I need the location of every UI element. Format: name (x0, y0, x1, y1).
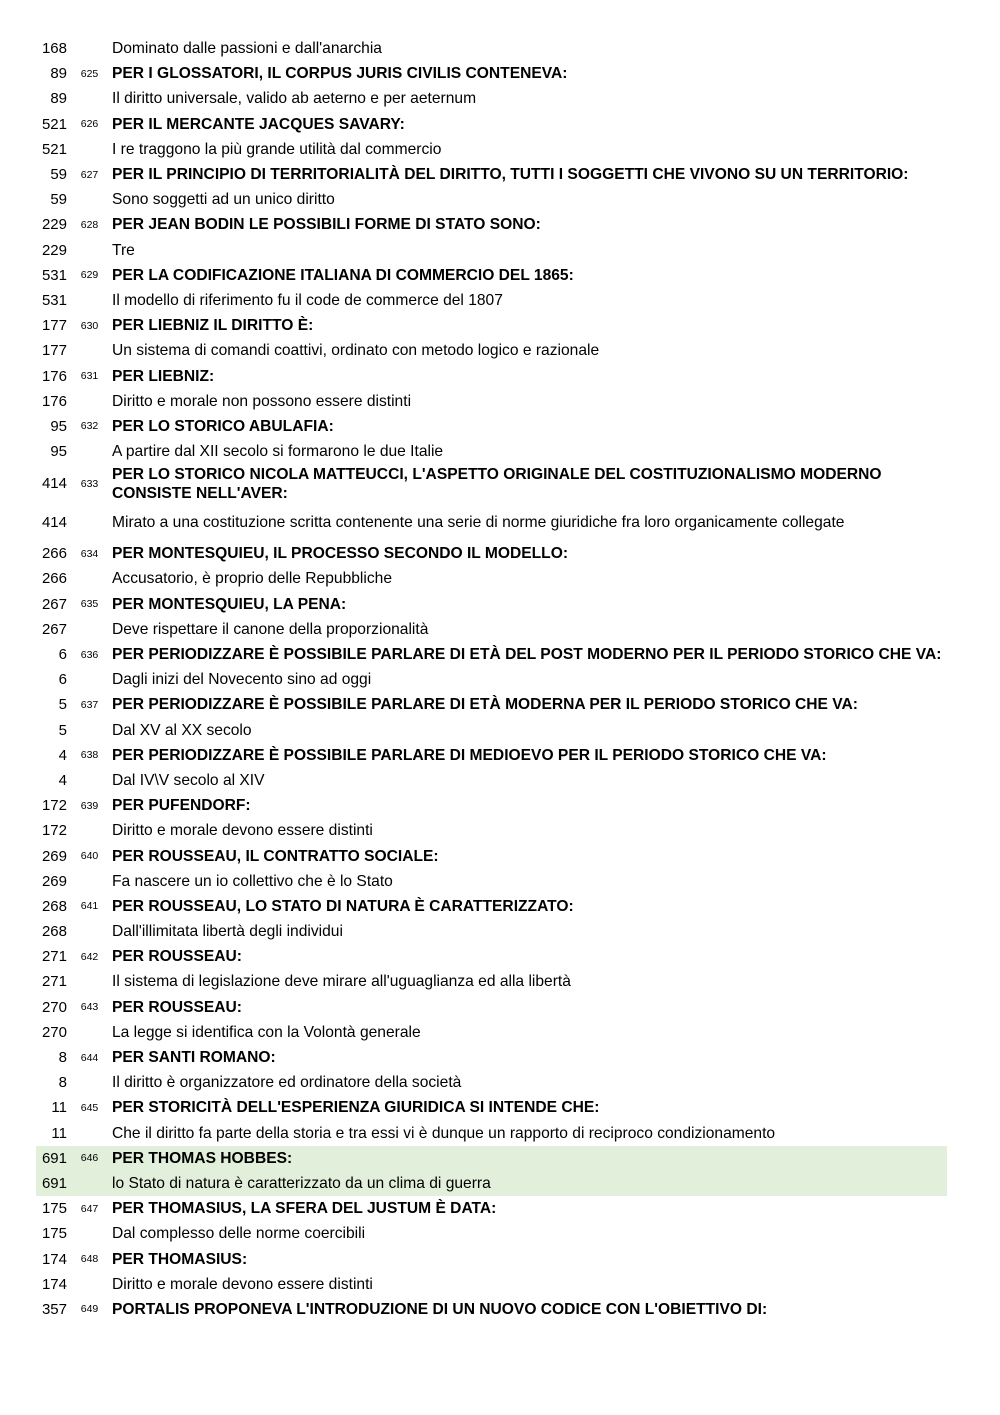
question-row (36, 692, 947, 717)
page-reference: 11 (51, 1099, 67, 1117)
question-row (36, 592, 947, 617)
page-reference: 177 (41, 342, 67, 360)
question-number: 646 (80, 1152, 99, 1165)
question-row (36, 414, 947, 439)
question-number: 644 (80, 1051, 99, 1064)
question-number: 649 (80, 1303, 99, 1316)
answer-text: Il sistema di legislazione deve mirare all'uguaglianza ed alla libertà (112, 973, 571, 991)
page-reference: 229 (41, 216, 67, 234)
question-text: PER LA CODIFICAZIONE ITALIANA DI COMMERCIO DEL 1865: (112, 266, 574, 284)
page-reference: 521 (41, 140, 67, 158)
page-reference: 95 (50, 417, 67, 435)
question-number: 628 (80, 218, 99, 231)
page-reference: 172 (41, 797, 67, 815)
page-reference: 4 (58, 746, 67, 764)
question-row (36, 541, 947, 566)
page-reference: 95 (50, 443, 67, 461)
answer-text: Dal complesso delle norme coercibili (112, 1225, 366, 1243)
question-row (36, 1045, 947, 1070)
question-row (36, 743, 947, 768)
question-text: PORTALIS PROPONEVA L'INTRODUZIONE DI UN NUOVO CODICE CON L'OBIETTIVO DI: (112, 1300, 768, 1318)
question-text: PER PUFENDORF: (112, 797, 251, 815)
question-text: PER ROUSSEAU, LO STATO DI NATURA È CARATTERIZZATO: (112, 897, 574, 915)
question-row (36, 843, 947, 868)
question-row (36, 212, 947, 237)
page-reference: 691 (41, 1149, 67, 1167)
question-number: 630 (80, 319, 99, 332)
page-reference: 89 (50, 90, 67, 108)
question-row (36, 642, 947, 667)
question-text: PER LIEBNIZ: (112, 367, 215, 385)
answer-row (36, 818, 947, 843)
answer-text: Diritto e morale devono essere distinti (112, 1275, 373, 1293)
answer-text: Il diritto universale, valido ab aeterno e per aeternum (112, 90, 477, 108)
question-text: PER THOMASIUS, LA SFERA DEL JUSTUM È DATA: (112, 1200, 497, 1218)
answer-text: Dominato dalle passioni e dall'anarchia (112, 40, 382, 58)
answer-row (36, 1221, 947, 1246)
question-number: 639 (80, 799, 99, 812)
question-row (36, 995, 947, 1020)
question-text: PER ROUSSEAU, IL CONTRATTO SOCIALE: (112, 847, 439, 865)
page-reference: 267 (41, 620, 67, 638)
page-reference: 269 (41, 872, 67, 890)
question-number: 638 (80, 749, 99, 762)
page-reference: 8 (58, 1049, 67, 1067)
page-reference: 174 (41, 1275, 67, 1293)
answer-row (36, 617, 947, 642)
question-text: PER PERIODIZZARE È POSSIBILE PARLARE DI ETÀ DEL POST MODERNO PER IL PERIODO STORICO CHE VA: (112, 646, 942, 664)
answer-text: Diritto e morale devono essere distinti (112, 822, 373, 840)
answer-row (36, 1070, 947, 1095)
page-reference: 176 (41, 392, 67, 410)
page-reference: 174 (41, 1250, 67, 1268)
question-number: 641 (80, 900, 99, 913)
answer-row (36, 1272, 947, 1297)
answer-row (36, 86, 947, 111)
answer-text: Diritto e morale non possono essere distinti (112, 392, 412, 410)
page-reference: 172 (41, 822, 67, 840)
answer-row (36, 187, 947, 212)
question-number: 647 (80, 1202, 99, 1215)
question-number: 635 (80, 598, 99, 611)
page-reference: 357 (41, 1300, 67, 1318)
question-row (36, 894, 947, 919)
page-reference: 229 (41, 241, 67, 259)
answer-row (36, 238, 947, 263)
answer-row (36, 389, 947, 414)
page-reference: 531 (41, 266, 67, 284)
question-number: 627 (80, 168, 99, 181)
question-row (36, 1196, 947, 1221)
question-row (36, 1146, 947, 1171)
answer-text: Mirato a una costituzione scritta contenente una serie di norme giuridiche fra loro organicamente collegate (112, 513, 845, 531)
question-row (36, 1297, 947, 1322)
answer-text: La legge si identifica con la Volontà generale (112, 1023, 421, 1041)
question-number: 625 (80, 67, 99, 80)
page-reference: 59 (50, 191, 67, 209)
page-reference: 691 (41, 1174, 67, 1192)
answer-text: Il diritto è organizzatore ed ordinatore della società (112, 1074, 462, 1092)
answer-row (36, 718, 947, 743)
answer-row (36, 36, 947, 61)
answer-text: I re traggono la più grande utilità dal commercio (112, 140, 442, 158)
page-reference: 6 (58, 646, 67, 664)
question-text: PER MONTESQUIEU, LA PENA: (112, 595, 347, 613)
answer-text: Il modello di riferimento fu il code de commerce del 1807 (112, 291, 503, 309)
page-reference: 59 (50, 166, 67, 184)
answer-row (36, 667, 947, 692)
question-number: 632 (80, 420, 99, 433)
page-reference: 8 (58, 1074, 67, 1092)
answer-row (36, 1121, 947, 1146)
page-reference: 5 (58, 721, 67, 739)
question-text: PER PERIODIZZARE È POSSIBILE PARLARE DI ETÀ MODERNA PER IL PERIODO STORICO CHE VA: (112, 696, 858, 714)
answer-row (36, 1171, 947, 1196)
question-text: PER IL PRINCIPIO DI TERRITORIALITÀ DEL DIRITTO, TUTTI I SOGGETTI CHE VIVONO SU UN TERRITORIO: (112, 166, 909, 184)
question-row (36, 313, 947, 338)
question-number: 640 (80, 850, 99, 863)
answer-row (36, 503, 947, 541)
answer-row (36, 566, 947, 591)
answer-text: lo Stato di natura è caratterizzato da un clima di guerra (112, 1174, 491, 1192)
page-reference: 89 (50, 65, 67, 83)
question-number: 629 (80, 269, 99, 282)
answer-row (36, 1020, 947, 1045)
question-row (36, 1246, 947, 1271)
answer-row (36, 919, 947, 944)
question-number: 626 (80, 118, 99, 131)
question-row (36, 263, 947, 288)
answer-text: Tre (112, 241, 135, 259)
answer-text: Che il diritto fa parte della storia e tra essi vi è dunque un rapporto di reciproco condizionamento (112, 1124, 776, 1142)
question-row (36, 162, 947, 187)
answer-row (36, 137, 947, 162)
page-reference: 268 (41, 897, 67, 915)
answer-text: Dal IV\V secolo al XIV (112, 771, 265, 789)
question-text: PER THOMASIUS: (112, 1250, 248, 1268)
page-reference: 531 (41, 291, 67, 309)
answer-row (36, 338, 947, 363)
question-number: 631 (80, 370, 99, 383)
answer-row (36, 288, 947, 313)
quiz-list (36, 36, 947, 1322)
page-reference: 269 (41, 847, 67, 865)
question-row (36, 1095, 947, 1120)
page-reference: 266 (41, 545, 67, 563)
question-row (36, 61, 947, 86)
page-reference: 11 (51, 1124, 67, 1142)
page-reference: 521 (41, 115, 67, 133)
question-text: PER ROUSSEAU: (112, 948, 242, 966)
page-reference: 4 (58, 771, 67, 789)
question-number: 645 (80, 1101, 99, 1114)
question-number: 642 (80, 950, 99, 963)
answer-text: Sono soggetti ad un unico diritto (112, 191, 335, 209)
answer-text: A partire dal XII secolo si formarono le due Italie (112, 443, 444, 461)
question-text: PER LO STORICO ABULAFIA: (112, 417, 334, 435)
question-text: PER MONTESQUIEU, IL PROCESSO SECONDO IL MODELLO: (112, 545, 569, 563)
page-reference: 267 (41, 595, 67, 613)
page-reference: 271 (41, 973, 67, 991)
question-number: 648 (80, 1253, 99, 1266)
question-text: PER STORICITÀ DELL'ESPERIENZA GIURIDICA SI INTENDE CHE: (112, 1099, 600, 1117)
answer-row (36, 869, 947, 894)
answer-text: Dall'illimitata libertà degli individui (112, 923, 343, 941)
page-reference: 177 (41, 317, 67, 335)
answer-text: Dagli inizi del Novecento sino ad oggi (112, 671, 372, 689)
page-reference: 268 (41, 923, 67, 941)
question-text: PER THOMAS HOBBES: (112, 1149, 293, 1167)
question-row (36, 363, 947, 388)
answer-text: Dal XV al XX secolo (112, 721, 252, 739)
question-number: 633 (80, 477, 99, 490)
question-text: PER PERIODIZZARE È POSSIBILE PARLARE DI MEDIOEVO PER IL PERIODO STORICO CHE VA: (112, 746, 827, 764)
question-number: 643 (80, 1001, 99, 1014)
question-text: PER LO STORICO NICOLA MATTEUCCI, L'ASPETTO ORIGINALE DEL COSTITUZIONALISMO MODERNO CONSISTE NELL'AVER: (112, 465, 882, 502)
answer-text: Un sistema di comandi coattivi, ordinato con metodo logico e razionale (112, 342, 600, 360)
page-reference: 271 (41, 948, 67, 966)
question-text: PER JEAN BODIN LE POSSIBILI FORME DI STATO SONO: (112, 216, 541, 234)
page-reference: 5 (58, 696, 67, 714)
question-row (36, 464, 947, 503)
answer-text: Accusatorio, è proprio delle Repubbliche (112, 570, 392, 588)
question-text: PER SANTI ROMANO: (112, 1049, 276, 1067)
page-reference: 175 (41, 1200, 67, 1218)
question-text: PER I GLOSSATORI, IL CORPUS JURIS CIVILIS CONTENEVA: (112, 65, 568, 83)
answer-row (36, 768, 947, 793)
question-number: 637 (80, 698, 99, 711)
answer-row (36, 969, 947, 994)
question-row (36, 112, 947, 137)
question-number: 634 (80, 547, 99, 560)
page-reference: 266 (41, 570, 67, 588)
page-reference: 270 (41, 998, 67, 1016)
answer-row (36, 439, 947, 464)
answer-text: Fa nascere un io collettivo che è lo Stato (112, 872, 393, 890)
question-row (36, 793, 947, 818)
question-text: PER IL MERCANTE JACQUES SAVARY: (112, 115, 405, 133)
page-reference: 175 (41, 1225, 67, 1243)
question-text: PER ROUSSEAU: (112, 998, 242, 1016)
page-reference: 168 (41, 40, 67, 58)
page-reference: 176 (41, 367, 67, 385)
answer-text: Deve rispettare il canone della proporzionalità (112, 620, 429, 638)
question-row (36, 944, 947, 969)
question-text: PER LIEBNIZ IL DIRITTO È: (112, 317, 314, 335)
page-reference: 6 (58, 671, 67, 689)
page-reference: 270 (41, 1023, 67, 1041)
page-reference: 414 (41, 475, 67, 493)
question-number: 636 (80, 648, 99, 661)
page-reference: 414 (41, 513, 67, 531)
